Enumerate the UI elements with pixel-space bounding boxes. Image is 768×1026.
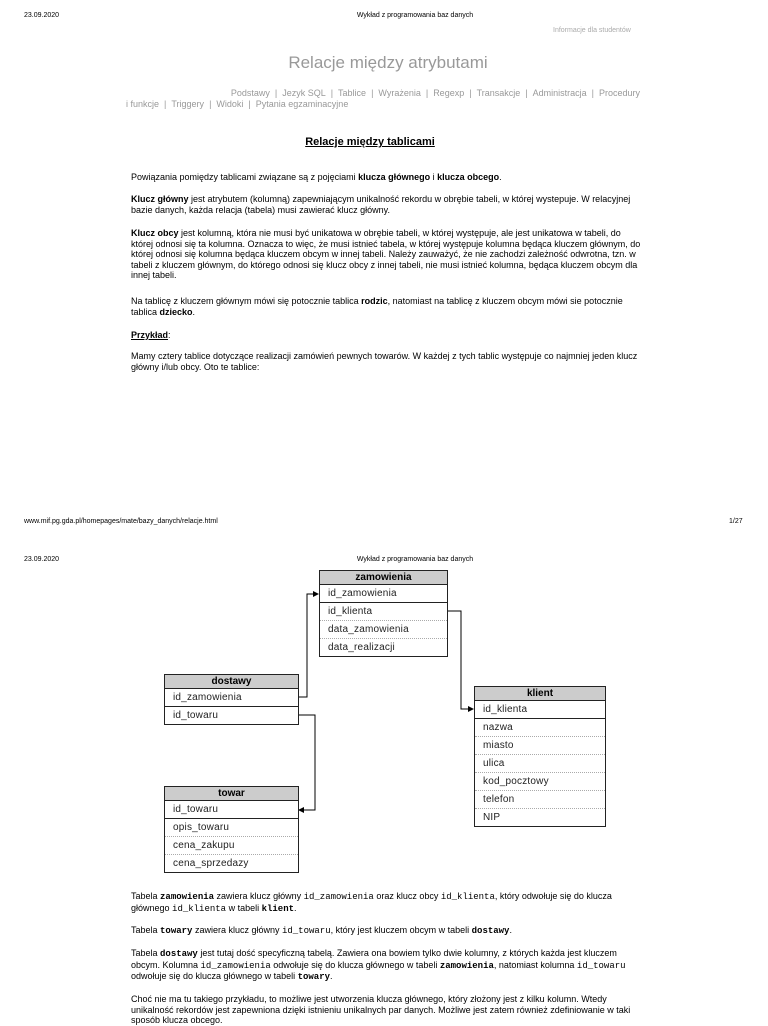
table-header: dostawy bbox=[165, 675, 298, 689]
table-column: data_zamowienia bbox=[320, 621, 447, 639]
nav-separator: | bbox=[591, 88, 594, 98]
nav-menu bbox=[124, 88, 644, 110]
table-column: miasto bbox=[475, 737, 605, 755]
nav-link[interactable]: Pytania egzaminacyjne bbox=[255, 99, 349, 109]
nav-link[interactable]: Transakcje bbox=[476, 88, 521, 98]
table-column: ulica bbox=[475, 755, 605, 773]
page-2 bbox=[0, 540, 768, 1024]
section-heading: Relacje między tablicami bbox=[305, 136, 435, 148]
table-klient bbox=[474, 686, 606, 827]
paragraph-dostawy: Tabela dostawy jest tutaj dość specyficzną tabelą. Zawiera ona bowiem tylko dwie kolumny, z których każda jest kluczem obcym. Kolumna id_zamowienia odwołuje się do klucza głównego w tabeli zamowienia, natomiast kolumna id_towaru odwołuje się do klucza głównego w tabeli towary. bbox=[131, 948, 626, 982]
table-column: kod_pocztowy bbox=[475, 773, 605, 791]
nav-link[interactable]: Wyrażenia bbox=[378, 88, 421, 98]
table-column: cena_zakupu bbox=[165, 837, 298, 855]
nav-link[interactable]: i funkcje bbox=[126, 99, 160, 109]
table-column: id_towaru bbox=[165, 801, 298, 819]
table-zamowienia bbox=[319, 570, 448, 657]
print-date: 23.09.2020 bbox=[24, 12, 60, 19]
table-column: NIP bbox=[483, 812, 501, 823]
table-column: telefon bbox=[475, 791, 605, 809]
nav-link[interactable]: Widoki bbox=[216, 99, 244, 109]
print-header-title: Wykład z programowania baz danych bbox=[356, 12, 474, 19]
paragraph-example: Mamy cztery tablice dotyczące realizacji zamówień pewnych towarów. W każdej z tych tablic występuje co najmniej jeden klucz główny i/lub obcy. Oto te tablice: bbox=[131, 351, 638, 372]
paragraph-zamowienia: Tabela zamowienia zawiera klucz główny id_zamowienia oraz klucz obcy id_klienta, który odwołuje się do klucza głównego id_klienta w tabeli klient. bbox=[131, 891, 612, 914]
footer-page-number: 1/27 bbox=[729, 518, 743, 525]
paragraph-parent-child: Na tablicę z kluczem głównym mówi się potocznie tablica rodzic, natomiast na tablicę z kluczem obcym mówi sie potocznie tablica dziecko. bbox=[131, 296, 623, 317]
page-title: Relacje między atrybutami bbox=[288, 53, 488, 72]
table-header: zamowienia bbox=[320, 571, 447, 585]
paragraph-intro: Powiązania pomiędzy tablicami związane są z pojęciami klucza głównego i klucza obcego. bbox=[131, 172, 502, 182]
paragraph-composite-key: Choć nie ma tu takiego przykładu, to możliwe jest utworzenia klucza głównego, który złożony jest z kilku kolumn. Wtedy unikalność rekordów jest zapewniona dzięki istnieniu unikalnych par danych. Możliwe jest zatem również zdefiniowanie w taki sposób klucza obcego. bbox=[131, 994, 631, 1025]
nav-separator: | bbox=[330, 88, 334, 98]
nav-link[interactable]: Triggery bbox=[171, 99, 205, 109]
table-dostawy bbox=[164, 674, 299, 725]
table-header: klient bbox=[475, 687, 605, 701]
paragraph-foreign-key: Klucz obcy jest kolumną, która nie musi być unikatowa w obrębie tabeli, w której występuje, ale jest unikatowa w tabeli, do której odnosi się ta kolumna. Oznacza to więc, że musi istnieć tabela, w której występuje kolumna będąca kluczem głównym, do której odnosi się kolumna będąca kluczem obcym w innej tabeli. Należy zauważyć, że nie zachodzi zależność odwrotna, tzn. w tabeli z kluczem głównym, do którego odnosi się klucz obcy z innej tabeli, nie musi istnieć kolumna, będąca kluczem obcym dla innej tabeli. bbox=[131, 228, 641, 280]
table-column: id_klienta bbox=[320, 603, 447, 621]
paragraph-towary: Tabela towary zawiera klucz główny id_towaru, który jest kluczem obcym w tabeli dostawy. bbox=[131, 925, 512, 936]
nav-separator: | bbox=[525, 88, 528, 98]
info-link[interactable]: Informacje dla studentów bbox=[553, 27, 631, 34]
relation-dostawy-towar bbox=[297, 715, 315, 810]
table-towar bbox=[164, 786, 299, 873]
paragraph-primary-key: Klucz główny jest atrybutem (kolumną) zapewniającym unikalność rekordu w obrębie tabeli, w której wystepuje. W relacyjnej bazie danych, każda relacja (tabela) musi zawierać klucz główny. bbox=[131, 194, 631, 215]
nav-link[interactable]: Procedury bbox=[598, 88, 640, 98]
table-column: cena_sprzedazy bbox=[173, 858, 249, 869]
nav-separator: | bbox=[425, 88, 429, 98]
nav-separator: | bbox=[371, 88, 374, 98]
nav-link[interactable]: Tablice bbox=[338, 88, 367, 98]
table-column: data_realizacji bbox=[328, 642, 395, 653]
nav-separator: | bbox=[164, 99, 167, 109]
table-column: opis_towaru bbox=[165, 819, 298, 837]
nav-separator: | bbox=[248, 99, 251, 109]
nav-link[interactable]: Administracja bbox=[532, 88, 587, 98]
nav-link[interactable]: Jezyk SQL bbox=[282, 88, 326, 98]
table-column: id_klienta bbox=[475, 701, 605, 719]
table-column: id_zamowienia bbox=[320, 585, 447, 603]
nav-link[interactable]: Podstawy bbox=[230, 88, 270, 98]
example-label: Przykład: bbox=[131, 330, 171, 340]
nav-separator: | bbox=[274, 88, 278, 98]
table-column: id_towaru bbox=[173, 710, 219, 721]
print-header-title: Wykład z programowania baz danych bbox=[356, 556, 474, 563]
print-date: 23.09.2020 bbox=[24, 556, 60, 563]
nav-separator: | bbox=[209, 99, 212, 109]
footer-url: www.mif.pg.gda.pl/homepages/mate/bazy_danych/relacje.html bbox=[24, 518, 218, 525]
table-column: nazwa bbox=[475, 719, 605, 737]
relation-zamowienia-klient bbox=[446, 611, 473, 709]
nav-link[interactable]: Regexp bbox=[433, 88, 465, 98]
table-column: id_zamowienia bbox=[165, 689, 298, 707]
table-header: towar bbox=[165, 787, 298, 801]
relation-dostawy-zamowienia bbox=[297, 594, 318, 697]
nav-separator: | bbox=[469, 88, 472, 98]
